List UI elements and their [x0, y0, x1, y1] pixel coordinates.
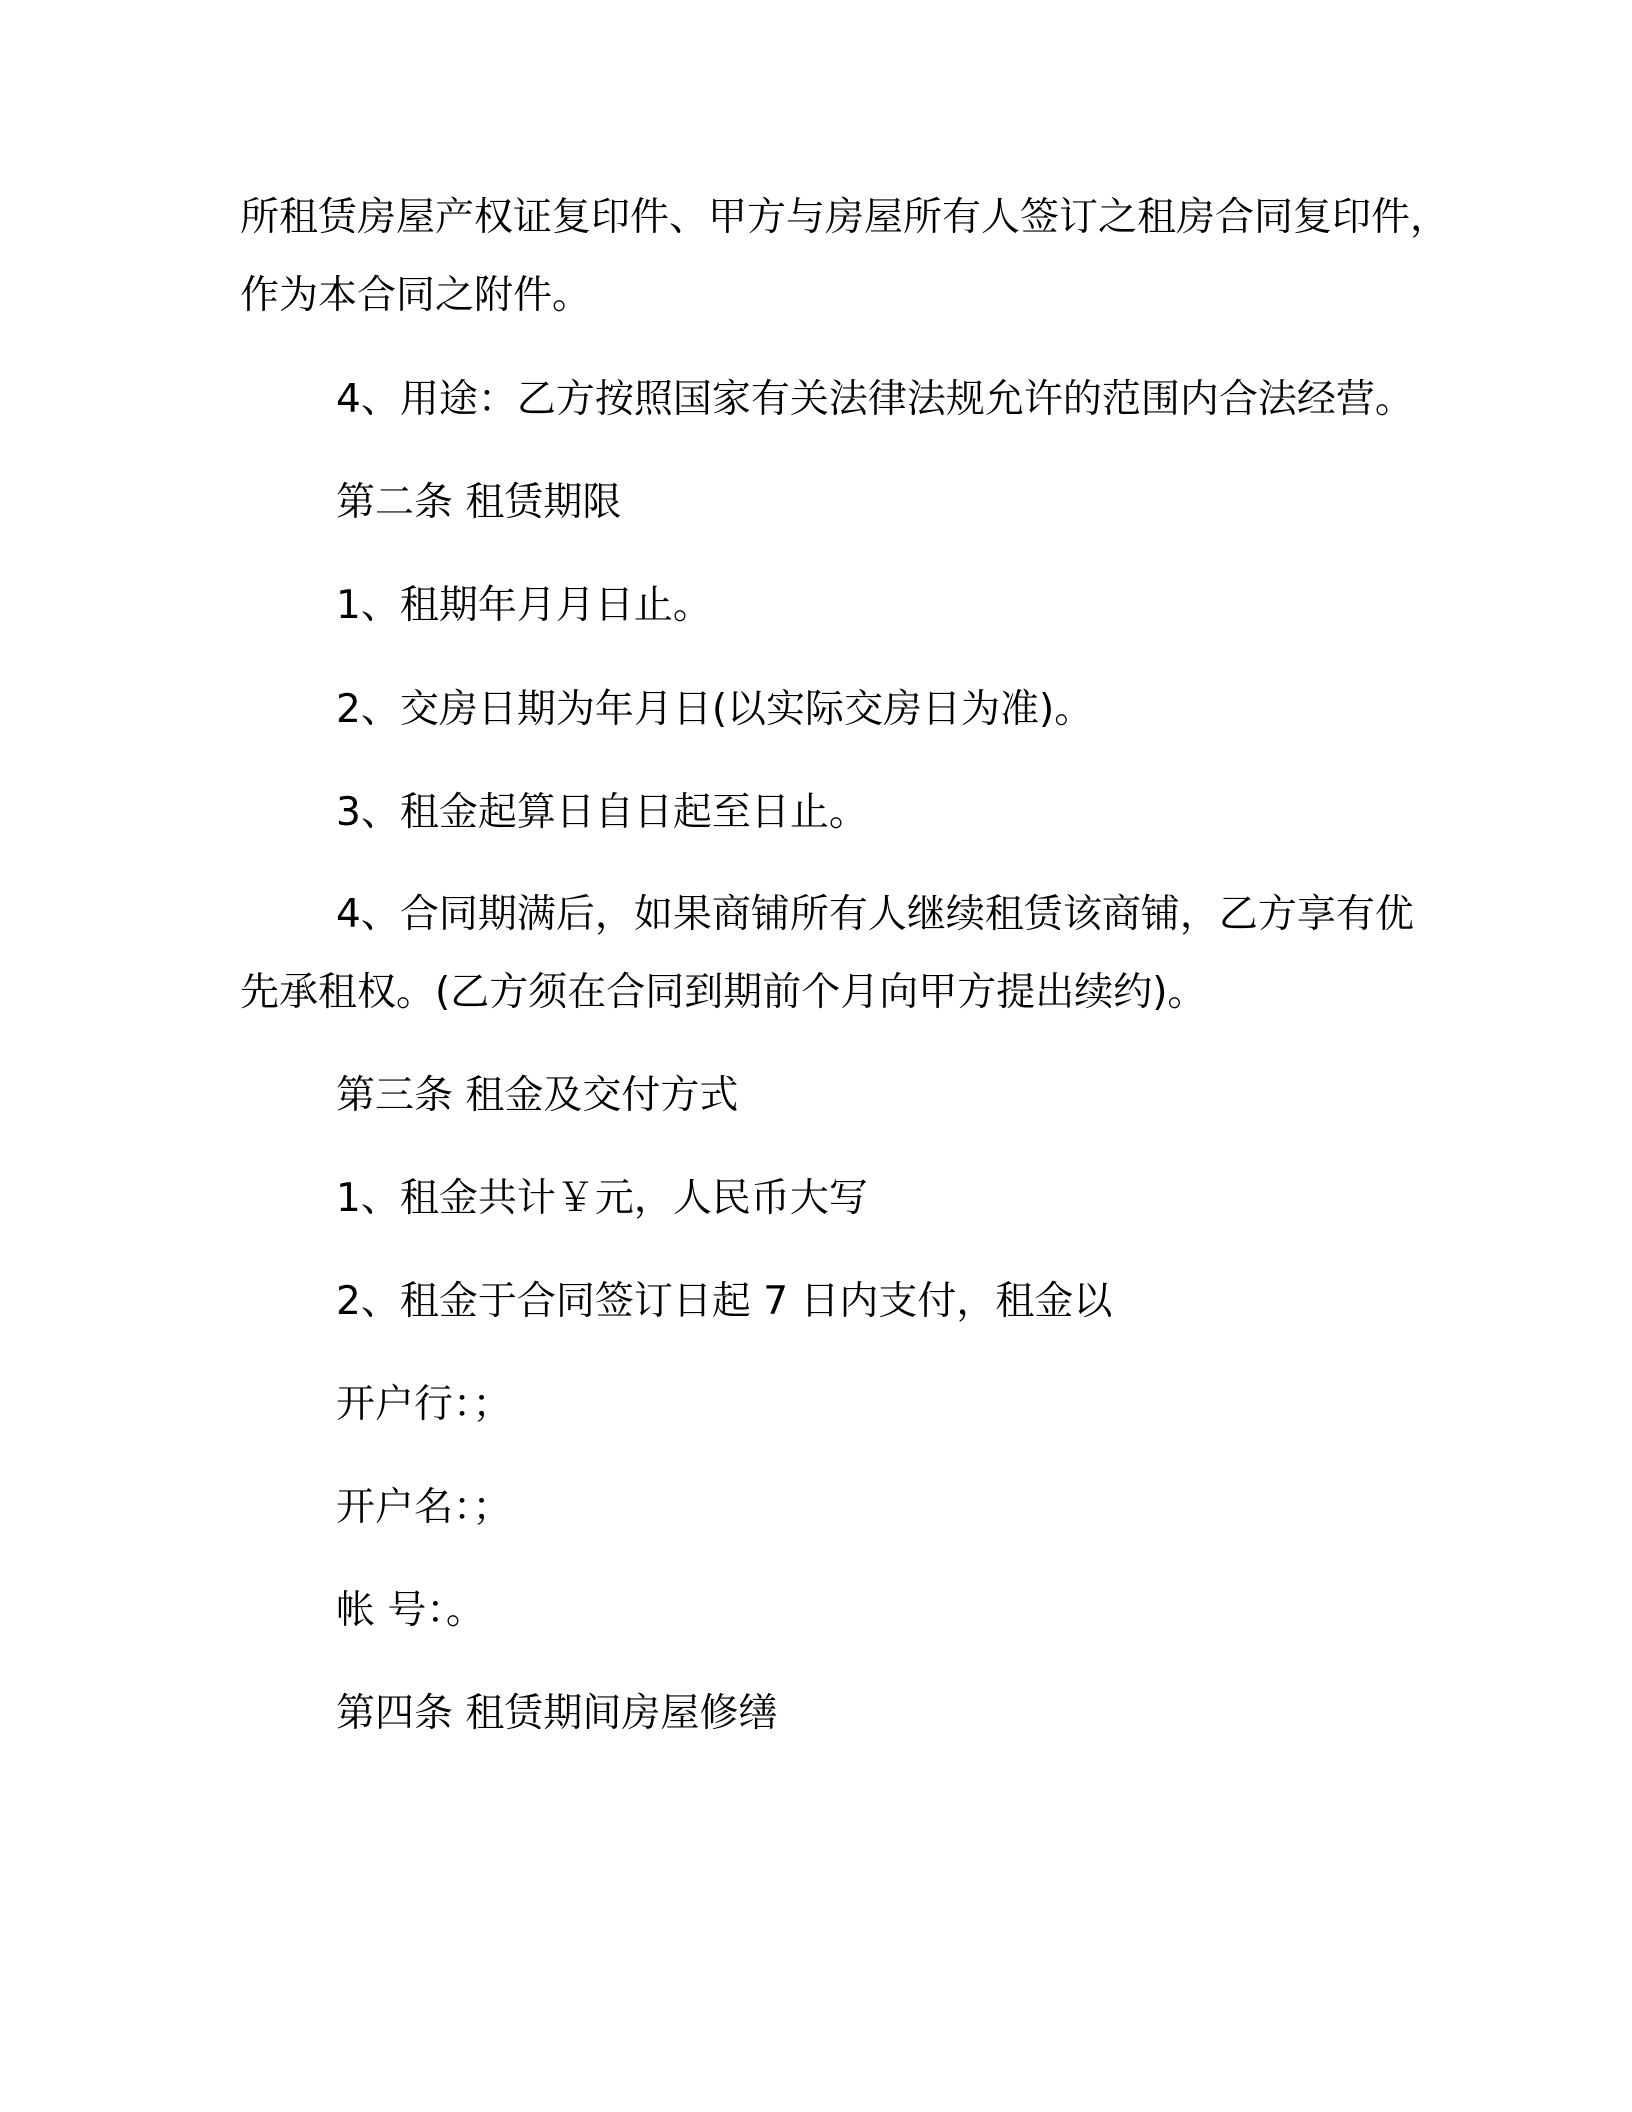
paragraph-attachment-line-1: 所租赁房屋产权证复印件、甲方与房屋所有人签订之租房合同复印件， [240, 195, 1450, 240]
clause-renewal-line-1: 4、合同期满后，如果商铺所有人继续租赁该商铺，乙方享有优 [336, 892, 1414, 937]
clause-rent-start: 3、租金起算日自日起至日止。 [336, 790, 868, 835]
field-bank-name: 开户行：； [336, 1382, 512, 1427]
section-heading-rent-payment: 第三条 租金及交付方式 [336, 1073, 739, 1118]
clause-renewal-line-2: 先承租权。(乙方须在合同到期前个月向甲方提出续约)。 [240, 970, 1207, 1015]
clause-rent-payment-time: 2、租金于合同签订日起 7 日内支付，租金以 [336, 1279, 1113, 1324]
paragraph-attachment-line-2: 作为本合同之附件。 [240, 273, 592, 318]
field-account-number: 帐 号：。 [336, 1588, 485, 1633]
field-account-name: 开户名：； [336, 1485, 512, 1530]
section-heading-lease-term: 第二条 租赁期限 [336, 480, 622, 525]
clause-rent-total: 1、租金共计￥元，人民币大写 [336, 1176, 868, 1221]
clause-lease-period: 1、租期年月月日止。 [336, 583, 712, 628]
clause-purpose: 4、用途：乙方按照国家有关法律法规允许的范围内合法经营。 [336, 377, 1414, 422]
section-heading-repairs: 第四条 租赁期间房屋修缮 [336, 1691, 778, 1736]
clause-handover-date: 2、交房日期为年月日(以实际交房日为准)。 [336, 687, 1094, 732]
